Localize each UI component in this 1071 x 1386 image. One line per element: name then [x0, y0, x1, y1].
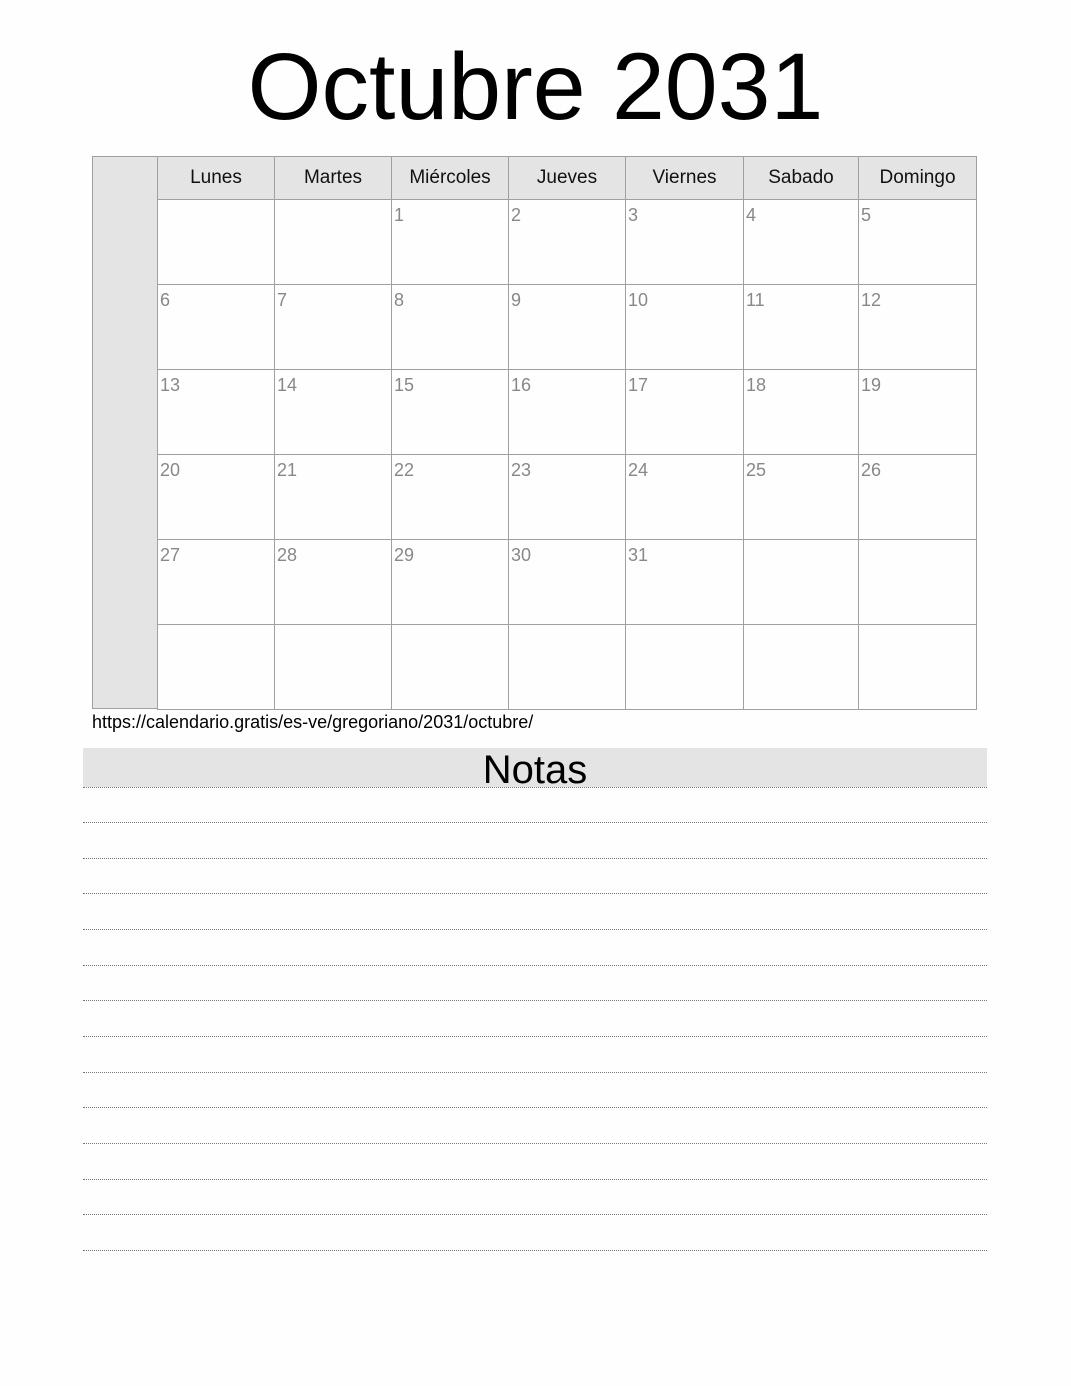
day-cell: [626, 200, 744, 285]
weekday-header: Jueves: [509, 157, 626, 200]
week-row: [158, 285, 977, 370]
day-cell: [626, 285, 744, 370]
day-cell: [275, 285, 392, 370]
day-cell: [275, 625, 392, 710]
notes-line: [83, 1214, 987, 1215]
weekday-header: Lunes: [158, 157, 275, 200]
day-number: [509, 625, 625, 630]
day-number: [392, 625, 508, 630]
notes-line: [83, 822, 987, 823]
day-number: [275, 200, 391, 205]
day-number: 13: [160, 375, 181, 395]
day-number: 21: [277, 460, 298, 480]
weekday-header: Sabado: [744, 157, 859, 200]
day-number: 11: [746, 290, 765, 310]
day-number: [859, 625, 976, 630]
day-number: 14: [277, 375, 298, 395]
day-cell: [626, 455, 744, 540]
day-cell: [744, 540, 859, 625]
day-cell: [509, 540, 626, 625]
day-number: 12: [861, 290, 882, 310]
day-cell: [392, 540, 509, 625]
day-cell: [859, 540, 977, 625]
day-cell: [158, 540, 275, 625]
day-cell: [626, 540, 744, 625]
notes-title: Notas: [482, 748, 588, 792]
day-number: 1: [394, 205, 405, 225]
day-cell: [158, 285, 275, 370]
week-row: [158, 455, 977, 540]
day-number: [744, 540, 858, 545]
week-number-column: [92, 156, 157, 709]
page-title: Octubre 2031: [247, 34, 824, 140]
day-cell: [859, 455, 977, 540]
day-number: 4: [746, 205, 757, 225]
notes-line: [83, 893, 987, 894]
day-cell: [158, 370, 275, 455]
notes-line: [83, 1179, 987, 1180]
day-cell: [626, 625, 744, 710]
day-cell: [744, 370, 859, 455]
day-cell: [509, 285, 626, 370]
week-row: [158, 540, 977, 625]
weekday-header: Viernes: [626, 157, 744, 200]
day-number: 24: [628, 460, 649, 480]
day-cell: [509, 200, 626, 285]
day-cell: [509, 625, 626, 710]
day-number: 18: [746, 375, 767, 395]
day-cell: [744, 625, 859, 710]
day-number: 19: [861, 375, 882, 395]
day-cell: [392, 455, 509, 540]
day-cell: [158, 625, 275, 710]
day-number: 23: [511, 460, 532, 480]
day-number: 30: [511, 545, 532, 565]
day-number: 9: [511, 290, 522, 310]
weekday-header: Miércoles: [392, 157, 509, 200]
day-number: [859, 540, 976, 545]
day-cell: [744, 200, 859, 285]
day-cell: [859, 200, 977, 285]
day-number: 16: [511, 375, 532, 395]
day-cell: [392, 285, 509, 370]
day-cell: [859, 285, 977, 370]
day-number: 27: [160, 545, 181, 565]
day-cell: [509, 370, 626, 455]
notes-line: [83, 787, 987, 788]
day-cell: [392, 370, 509, 455]
notes-line: [83, 1036, 987, 1037]
day-number: 10: [628, 290, 649, 310]
day-cell: [158, 455, 275, 540]
day-number: 7: [277, 290, 288, 310]
day-cell: [626, 370, 744, 455]
notes-line: [83, 858, 987, 859]
notes-header: [83, 748, 987, 792]
day-number: 26: [861, 460, 882, 480]
day-number: 20: [160, 460, 181, 480]
day-cell: [275, 540, 392, 625]
day-number: 3: [628, 205, 639, 225]
day-cell: [859, 370, 977, 455]
day-cell: [509, 455, 626, 540]
week-row: [158, 200, 977, 285]
day-cell: [744, 455, 859, 540]
day-number: [744, 625, 858, 630]
day-cell: [275, 370, 392, 455]
notes-line: [83, 965, 987, 966]
day-cell: [158, 200, 275, 285]
calendar-grid: [157, 156, 977, 710]
day-number: 2: [511, 205, 522, 225]
day-number: [158, 200, 274, 205]
day-number: 6: [160, 290, 171, 310]
week-row: [158, 625, 977, 710]
day-number: 22: [394, 460, 415, 480]
week-row: [158, 370, 977, 455]
day-cell: [392, 625, 509, 710]
day-cell: [275, 200, 392, 285]
weekday-header-row: [158, 157, 977, 200]
day-number: [275, 625, 391, 630]
day-number: [626, 625, 743, 630]
notes-line: [83, 1250, 987, 1251]
weekday-header: Domingo: [859, 157, 977, 200]
day-number: 8: [394, 290, 405, 310]
day-number: [158, 625, 274, 630]
weekday-header: Martes: [275, 157, 392, 200]
notes-line: [83, 1072, 987, 1073]
day-number: 25: [746, 460, 767, 480]
source-url: https://calendario.gratis/es-ve/gregoriano/2031/octubre/: [92, 712, 534, 732]
day-number: 17: [628, 375, 649, 395]
day-number: 5: [861, 205, 872, 225]
day-cell: [275, 455, 392, 540]
day-cell: [859, 625, 977, 710]
notes-line: [83, 929, 987, 930]
notes-line: [83, 1107, 987, 1108]
day-cell: [392, 200, 509, 285]
day-number: 28: [277, 545, 298, 565]
notes-line: [83, 1000, 987, 1001]
day-cell: [744, 285, 859, 370]
notes-line: [83, 1143, 987, 1144]
day-number: 31: [628, 545, 649, 565]
day-number: 15: [394, 375, 415, 395]
day-number: 29: [394, 545, 415, 565]
